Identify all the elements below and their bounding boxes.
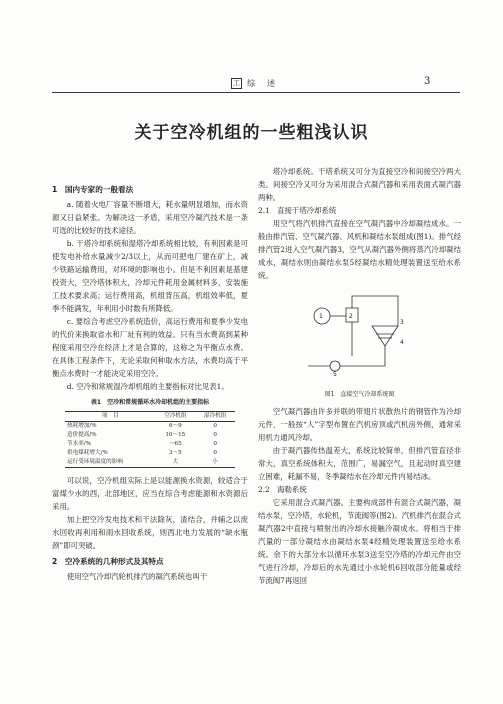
table-cell: 供电煤耗增大/% [67,450,108,456]
table-caption: 表1 空冷和常规循环水冷却机组的主要指标 [90,399,210,406]
section-label: 综 述 [247,79,277,88]
running-header [231,78,277,89]
header-rule [52,92,460,93]
table-cell: ～65 [168,441,182,447]
table-cell: 10～15 [165,432,186,438]
table-cell: 0 [213,450,217,456]
condenser-shape [372,326,398,346]
figure-caption: 图1 直接空气冷却系统图 [324,391,395,398]
table-cell: 3～5 [168,450,182,456]
paragraph-heller: 它采用混合式凝汽器。主要构成部件有混合式凝汽器，凝结水泵，空冷塔，水轮机，节流阀等(图2)。汽机排汽在混合式凝汽器2中直接与喷射出的冷却水接触冷凝成水。将相当于排汽量的一部分凝结水由凝结水泵4经精处理装置送至给水系统。余下的大部分水以循环水泵3送至空冷塔的冷却元件由空气进行冷却，冷却后的水先通过小水轮机6回收部分能量或经节流阀7再返回 [258,498,461,585]
table-row [65,422,235,432]
left-column [52,183,248,583]
right-column [258,165,461,587]
paragraph-summary: 可以说，空冷机组实际上是以能源换水资源，较适合于富煤少水的西，北部地区，应当在综合考虑能源和水资源后采用。 [52,476,248,511]
section-box: 工 [233,79,240,87]
heading-1: 1 国内专家的一般看法 [52,185,134,194]
table-row [65,458,235,468]
fig-label: 1 [318,313,323,320]
paragraph-continued: 塔冷却系统。干塔系统又可分为直接空冷和间接空冷两大类。间接空冷又可分为采用混合式凝汽器和采用表面式凝汽器两种。 [258,167,461,202]
table-row [65,431,235,440]
table-header-cell: 空冷机组 [155,412,195,422]
article-title: 关于空冷机组的一些粗浅认识 [134,123,369,143]
table-cell: 节水率/% [67,441,91,447]
paragraph-c: c. 要综合考虑空冷系统造价，高运行费用和夏季少发电的代价来换取省水和厂址有利的效益。只有当水费高到某种程度采用空冷在经济上才是合算的，这称之为平衡点水费。在具体工程条件下，无论采取何种取水方法，水费均高于平衡点水费时一才能决定采用空冷。 [52,317,248,378]
table-cell: 0 [213,441,217,447]
paragraph-drawbacks: 由于凝汽器传热温差大，系统比较简单，但排汽管直径非常大，真空系统体积大，范围广，易漏空气，且起动时真空建立困难，耗漏不易，冬季凝结水在冷却元件内易结冰。 [258,446,461,481]
pump-shape [330,361,340,371]
fig-label: 5 [332,371,337,378]
fig-label: 3 [399,319,404,326]
table-cell: 小 [195,458,235,468]
paragraph-northwest: 加上把空冷发电技术和干法除灰，渣结合，并辅之以废水回收再利用和雨水回收系统，则西北电力发展的“缺水瓶颈”即可突破。 [52,515,248,550]
indicator-table [65,411,235,468]
table-cell: 热耗增加/% [67,423,97,429]
heading-2-1: 2.1 直接干塔冷却系统 [258,206,337,215]
page-number: 3 [424,76,431,87]
fig-label: 4 [399,339,404,346]
table-row [65,440,235,449]
heading-2-2: 2.2 海勒系统 [258,485,307,494]
paragraph-d: d. 空冷和常规湿冷却机组的主要指标对比见表1。 [66,382,229,391]
paragraph-dry-tower: 使用空气冷却汽轮机排汽的凝汽系统也叫干 [66,572,208,581]
table-cell: 大 [155,458,195,468]
paragraph-direct: 用空气将汽机排汽直接在空气凝汽器中冷却凝结成水。一般由排汽管、空气凝汽器、风机和凝结水泵组成(图1)。排气经排汽管2进入空气凝汽器3，空气从凝汽器外侧将蒸汽冷却凝结成水，凝结水则由凝结水泵5经凝结水精处理装置送至给水系统。 [258,219,461,280]
paragraph-condenser: 空气凝汽器由许多并联的带翅片状散热片的钢管作为冷却元件，一般按“人”字型布置在汽机房顶或汽机房外侧，通常采用机力通风冷却。 [258,407,461,442]
heading-2: 2 空冷系统的几种形式及其特点 [52,557,164,566]
direct-cooling-diagram [300,286,420,386]
table-cell: 6～9 [168,423,182,429]
table-cell: 0 [213,423,217,429]
table-row [65,449,235,458]
table-header-cell: 湿冷机组 [195,412,235,422]
paragraph-a: a. 随着火电厂容量不断增大，耗水量明显增加，而水资源又日益紧张。为解决这一矛盾，采用空冷凝汽技术是一条可选的比较好的技术途径。 [52,200,248,235]
paragraph-b: b. 干塔冷却系统和湿塔冷却系统相比较，有利因素是可使发电补给水量减少2/3以上，从而可把电厂建在矿上，减少铁路运输费用，对环境的影响也小。但是不利因素是基建投资大，空冷塔体积大，冷却元件耗用金属材料多，安装施工技术要求高；运行费用高，机组背压高，机组效率低，夏季不能满发，年利用小时数有所降低。 [52,239,248,313]
table-header-cell: 项 目 [65,412,155,422]
table-cell: 0 [213,432,217,438]
table-cell: 运行受环境温度的影响 [65,458,155,468]
table-cell: 造价提高/% [67,432,97,438]
fig-label: 2 [348,313,353,320]
